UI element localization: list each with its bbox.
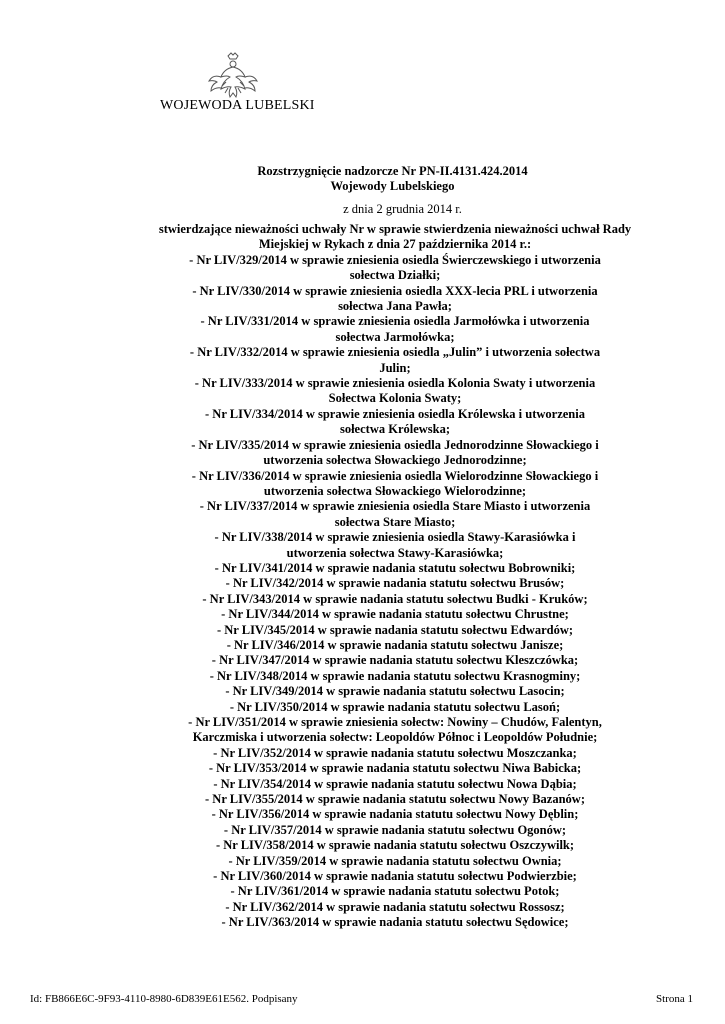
body-line: Julin;: [379, 360, 411, 375]
body-line: - Nr LIV/342/2014 w sprawie nadania statutu sołectwu Brusów;: [225, 576, 565, 591]
body-line: utworzenia sołectwa Słowackiego Jednorodzinne;: [263, 453, 527, 468]
body-line: - Nr LIV/354/2014 w sprawie nadania statutu sołectwu Nowa Dąbia;: [213, 776, 577, 791]
organization-name: WOJEWODA LUBELSKI: [160, 98, 315, 113]
body-line: - Nr LIV/358/2014 w sprawie nadania statutu sołectwu Oszczywilk;: [215, 838, 575, 853]
body-line: - Nr LIV/344/2014 w sprawie nadania statutu sołectwu Chrustne;: [221, 607, 569, 622]
body-line: - Nr LIV/343/2014 w sprawie nadania statutu sołectwu Budki - Kruków;: [202, 591, 588, 606]
document-body: [130, 222, 660, 931]
body-line: - Nr LIV/332/2014 w sprawie zniesienia osiedla „Julin” i utworzenia sołectwa: [189, 345, 601, 360]
body-line: sołectwa Królewska;: [339, 422, 451, 437]
body-line: - Nr LIV/356/2014 w sprawie nadania statutu sołectwu Nowy Dęblin;: [211, 807, 579, 822]
body-line: - Nr LIV/361/2014 w sprawie nadania statutu sołectwu Potok;: [230, 884, 560, 899]
body-line: - Nr LIV/333/2014 w sprawie zniesienia osiedla Kolonia Swaty i utworzenia: [194, 376, 596, 391]
body-line: sołectwa Jana Pawła;: [338, 299, 452, 314]
body-line: - Nr LIV/345/2014 w sprawie nadania statutu sołectwu Edwardów;: [216, 622, 574, 637]
footer-page-number: Strona 1: [656, 993, 693, 1005]
body-line: - Nr LIV/346/2014 w sprawie nadania statutu sołectwu Janisze;: [226, 637, 564, 652]
body-line: - Nr LIV/349/2014 w sprawie nadania statutu sołectwu Lasocin;: [225, 684, 565, 699]
body-line: - Nr LIV/363/2014 w sprawie nadania statutu sołectwu Sędowice;: [221, 915, 569, 930]
body-line: - Nr LIV/331/2014 w sprawie zniesienia osiedla Jarmołówka i utworzenia: [200, 314, 590, 329]
body-line: sołectwa Działki;: [349, 268, 441, 283]
body-line: Karczmiska i utworzenia sołectw: Leopoldów Północ i Leopoldów Południe;: [192, 730, 598, 745]
body-line: - Nr LIV/347/2014 w sprawie nadania statutu sołectwu Kleszczówka;: [211, 653, 579, 668]
body-line: - Nr LIV/359/2014 w sprawie nadania statutu sołectwu Ownia;: [228, 853, 562, 868]
body-line: sołectwa Stare Miasto;: [334, 514, 456, 529]
body-line: - Nr LIV/352/2014 w sprawie nadania statutu sołectwu Moszczanka;: [213, 745, 577, 760]
footer-document-id: Id: FB866E6C-9F93-4110-8980-6D839E61E562. Podpisany: [30, 993, 298, 1005]
body-line: - Nr LIV/338/2014 w sprawie zniesienia osiedla Stawy-Karasiówka i: [214, 530, 576, 545]
body-line: Sołectwa Kolonia Swaty;: [328, 391, 462, 406]
body-line: - Nr LIV/350/2014 w sprawie nadania statutu sołectwu Lasoń;: [229, 699, 561, 714]
body-line: - Nr LIV/360/2014 w sprawie nadania statutu sołectwu Podwierzbie;: [213, 869, 577, 884]
body-line: - Nr LIV/335/2014 w sprawie zniesienia osiedla Jednorodzinne Słowackiego i: [191, 437, 599, 452]
body-line: - Nr LIV/351/2014 w sprawie zniesienia sołectw: Nowiny – Chudów, Falentyn,: [188, 715, 602, 729]
polish-eagle-emblem-icon: [206, 52, 260, 102]
body-line: utworzenia sołectwa Słowackiego Wielorodzinne;: [263, 483, 527, 498]
body-line: - Nr LIV/334/2014 w sprawie zniesienia osiedla Królewska i utworzenia: [205, 406, 585, 421]
document-title: Rozstrzygnięcie nadzorcze Nr PN-II.4131.424.2014: [257, 164, 528, 178]
body-line: - Nr LIV/337/2014 w sprawie zniesienia osiedla Stare Miasto i utworzenia: [199, 499, 591, 514]
body-line: - Nr LIV/355/2014 w sprawie nadania statutu sołectwu Nowy Bazanów;: [205, 792, 585, 807]
body-line: - Nr LIV/336/2014 w sprawie zniesienia osiedla Wielorodzinne Słowackiego i: [191, 468, 599, 483]
body-line: utworzenia sołectwa Stawy-Karasiówka;: [286, 545, 504, 560]
body-line: - Nr LIV/353/2014 w sprawie nadania statutu sołectwu Niwa Babicka;: [208, 761, 582, 776]
body-line: - Nr LIV/341/2014 w sprawie nadania statutu sołectwu Bobrowniki;: [214, 560, 576, 575]
document-issuer: Wojewody Lubelskiego: [330, 179, 455, 193]
body-line: - Nr LIV/330/2014 w sprawie zniesienia osiedla XXX-lecia PRL i utworzenia: [192, 283, 598, 298]
document-date: z dnia 2 grudnia 2014 r.: [343, 202, 462, 216]
body-line: - Nr LIV/329/2014 w sprawie zniesienia osiedla Świerczewskiego i utworzenia: [189, 252, 601, 267]
body-line: sołectwa Jarmołówka;: [335, 329, 455, 344]
body-line: stwierdzające nieważności uchwały Nr w sprawie stwierdzenia nieważności uchwał Rady: [158, 222, 632, 236]
body-line: Miejskiej w Rykach z dnia 27 października 2014 r.:: [258, 237, 532, 252]
body-line: - Nr LIV/348/2014 w sprawie nadania statutu sołectwu Krasnogminy;: [209, 668, 581, 683]
body-line: - Nr LIV/362/2014 w sprawie nadania statutu sołectwu Rossosz;: [225, 899, 565, 914]
body-line: - Nr LIV/357/2014 w sprawie nadania statutu sołectwu Ogonów;: [223, 822, 567, 837]
